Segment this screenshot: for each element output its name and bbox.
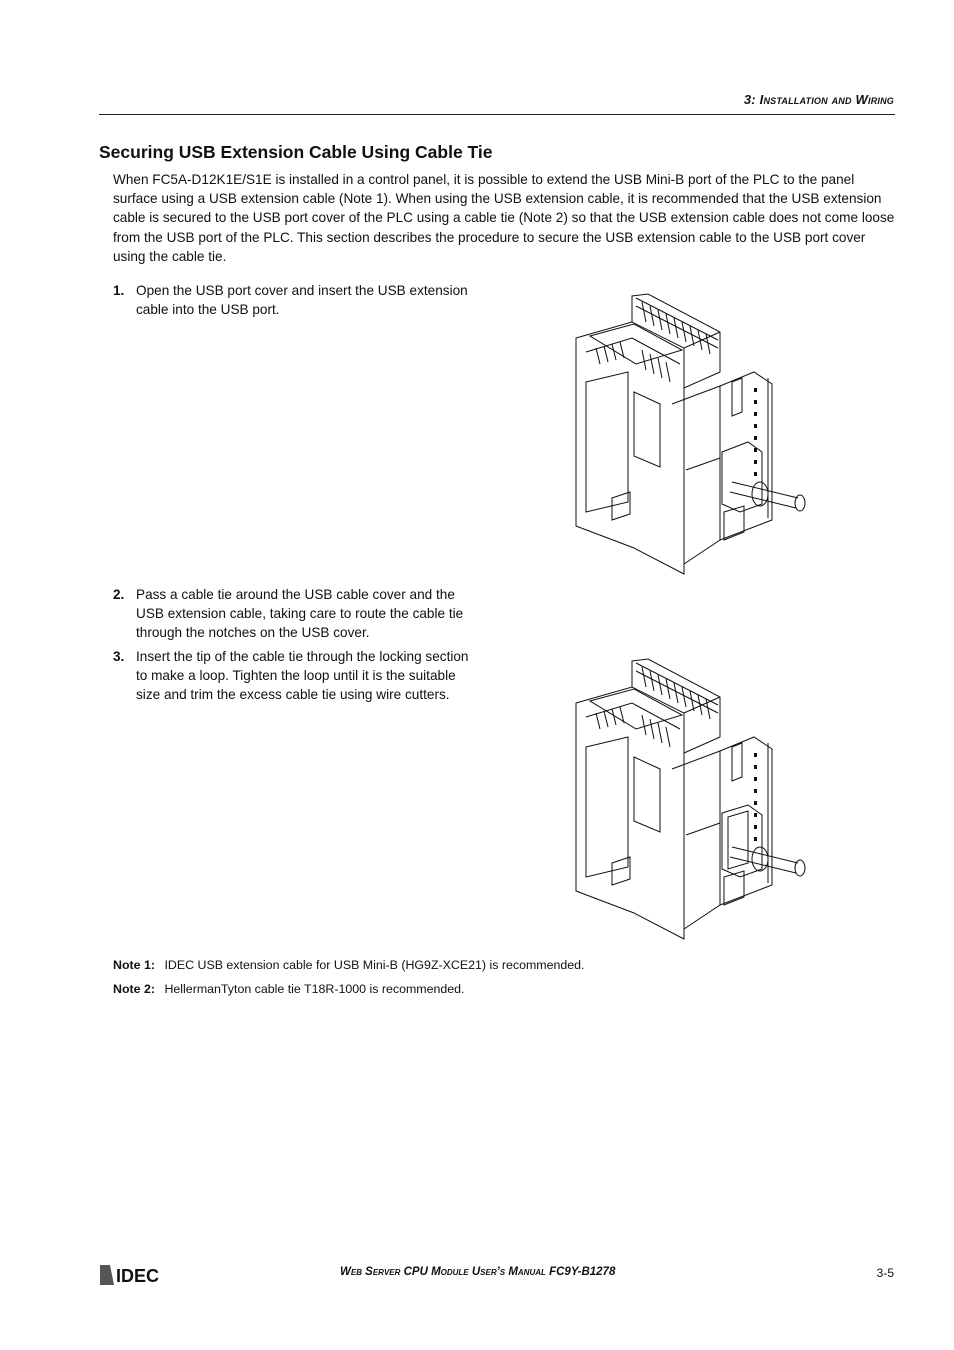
- note-2: [113, 982, 465, 996]
- step-number: 2.: [113, 587, 125, 602]
- page-number: 3-5: [876, 1266, 894, 1280]
- step-2: [113, 585, 483, 642]
- intro-paragraph: When FC5A-D12K1E/S1E is installed in a control panel, it is possible to extend the USB Mini-B port of the PLC to the panel surface using a USB extension cable (Note 1). When using the USB extension cable, it is recommended that the USB extension cable is secured to the USB port cover of the PLC using a cable tie (Note 2) so that the USB extension cable does not come loose from the USB port of the PLC. This section describes the procedure to secure the USB extension cable to the USB port cover using the cable tie.: [113, 172, 895, 264]
- note-text: IDEC USB extension cable for USB Mini-B (HG9Z-XCE21) is recommended.: [164, 958, 585, 972]
- note-text: HellermanTyton cable tie T18R-1000 is recommended.: [164, 982, 465, 996]
- footer-manual-title: Web Server CPU Module User’s Manual FC9Y-B1278: [340, 1266, 616, 1278]
- logo-text: IDEC: [116, 1266, 160, 1286]
- chapter-header: 3: Installation and Wiring: [743, 92, 894, 107]
- idec-logo: [100, 1263, 172, 1287]
- plc-cable-tie-illustration: [572, 657, 812, 942]
- step-text: Insert the tip of the cable tie through the locking section to make a loop. Tighten the loop until it is the suitable size and trim the excess cable tie using wire cutters.: [136, 649, 469, 702]
- section-title: Securing USB Extension Cable Using Cable Tie: [99, 142, 493, 162]
- step-text: Pass a cable tie around the USB cable cover and the USB extension cable, taking care to route the cable tie through the notches on the USB cover.: [136, 587, 464, 640]
- note-label: Note 2:: [113, 982, 155, 996]
- step-3: [113, 647, 483, 704]
- note-1: [113, 958, 585, 972]
- step-text: Open the USB port cover and insert the USB extension cable into the USB port.: [136, 283, 468, 317]
- plc-usb-cable-illustration: [572, 292, 812, 577]
- step-number: 3.: [113, 649, 125, 664]
- note-label: Note 1:: [113, 958, 155, 972]
- step-number: 1.: [113, 283, 125, 298]
- header-rule: [99, 114, 895, 115]
- step-1: [113, 281, 483, 319]
